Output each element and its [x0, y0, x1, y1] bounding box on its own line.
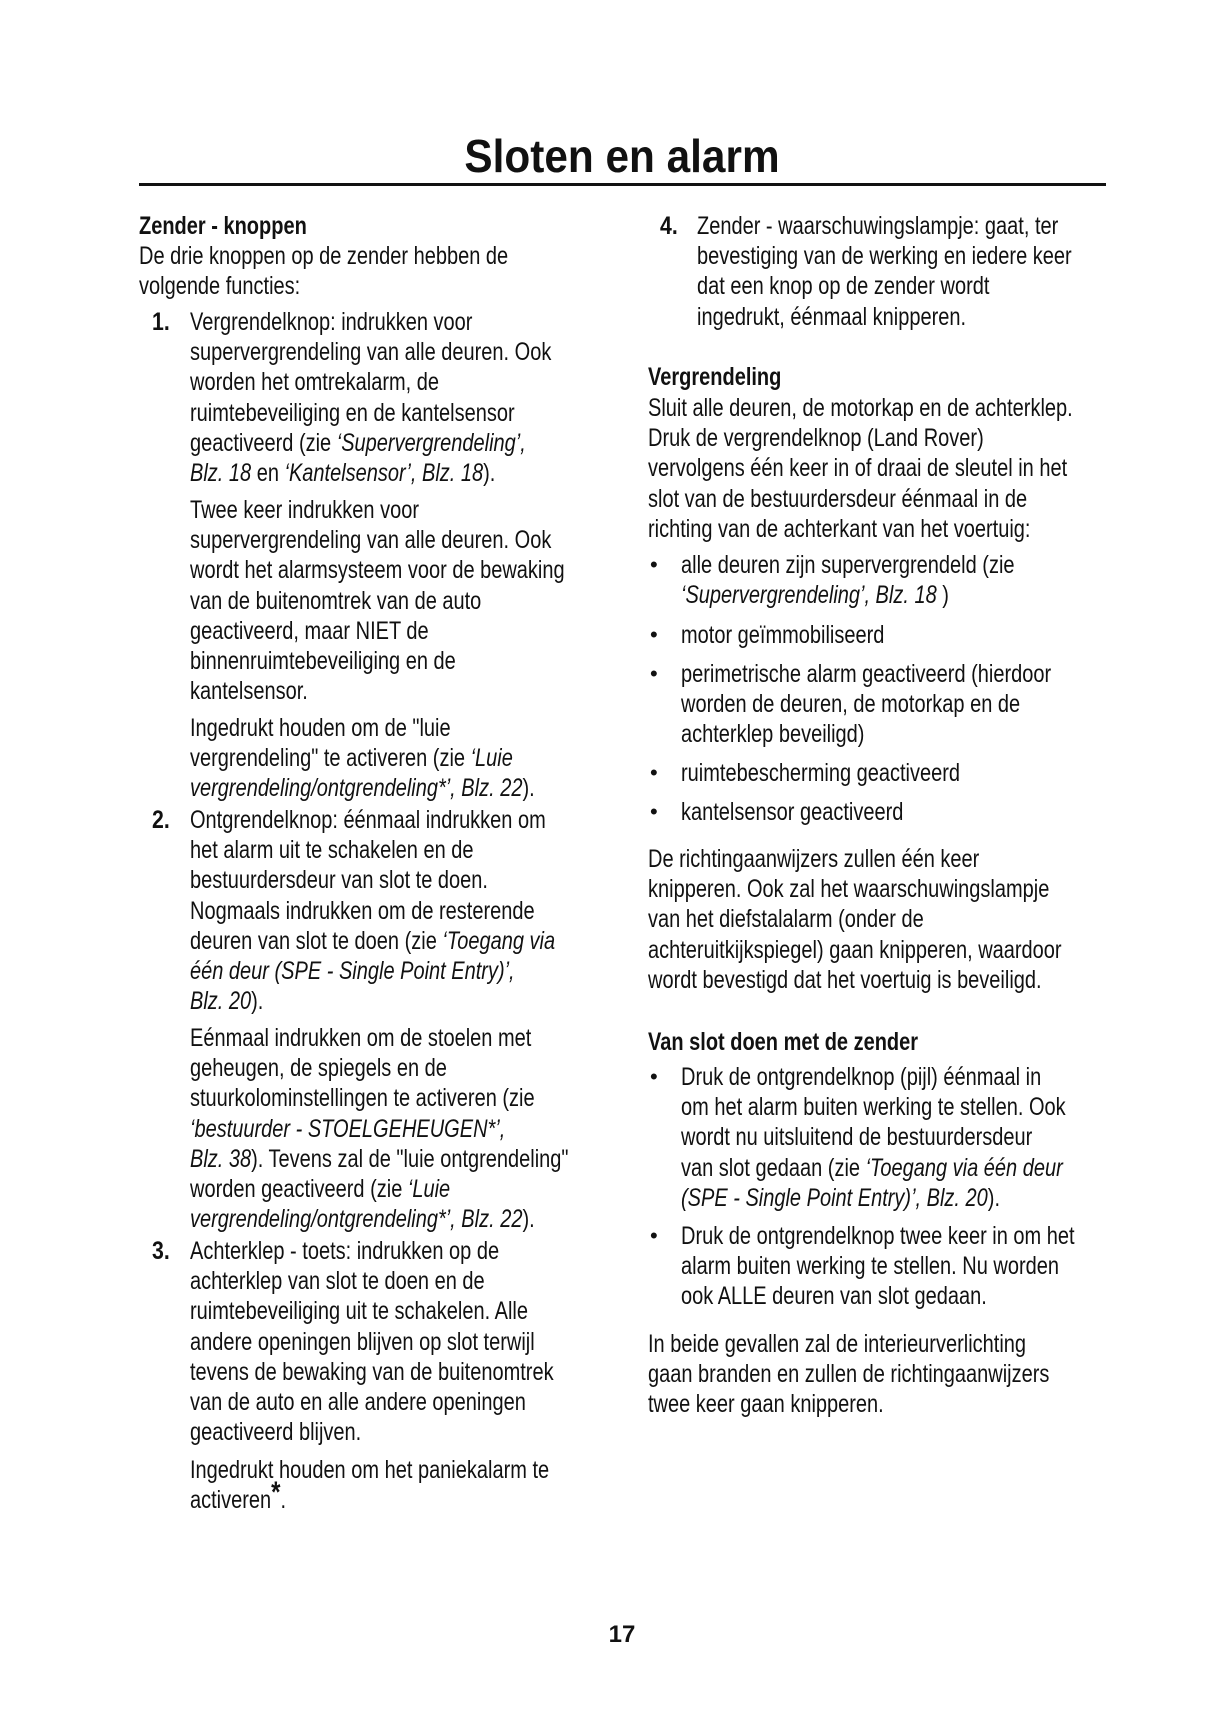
- text-line: [139, 271, 508, 301]
- text-line: [681, 797, 903, 827]
- cross-reference: vergrendeling/ontgrendeling*’, Blz. 22: [190, 1205, 523, 1234]
- text-segment: Vergrendelknop: indrukken voor: [190, 308, 473, 336]
- text-line: [648, 874, 1062, 904]
- cross-reference: ‘Supervergrendeling’, Blz. 18: [681, 581, 937, 610]
- cross-reference: Blz. 18: [190, 458, 252, 487]
- text-segment: wordt het alarmsysteem voor de bewaking: [190, 556, 565, 585]
- text-line: [681, 1251, 1075, 1281]
- text-line: [681, 1062, 1066, 1092]
- text-line: [681, 620, 884, 650]
- text-segment: volgende functies:: [139, 272, 301, 301]
- bullet-item: [681, 797, 903, 827]
- text-line: [681, 1153, 1066, 1183]
- text-line: [190, 555, 565, 585]
- text-line: [190, 307, 551, 337]
- section-heading: [139, 211, 307, 241]
- text-line: [190, 956, 555, 986]
- text-segment: knipperen. Ook zal het waarschuwingslampje: [648, 875, 1050, 904]
- text-segment: geactiveerd, maar NIET de: [190, 616, 429, 645]
- text-line: [190, 896, 555, 926]
- text-segment: perimetrische alarm geactiveerd (hierdoor: [681, 660, 1052, 688]
- text-line: [648, 423, 1073, 453]
- text-line: [681, 659, 1051, 689]
- text-segment: kantelsensor geactiveerd: [681, 798, 904, 826]
- title-rule: [139, 183, 1106, 186]
- text-segment: ).: [522, 774, 535, 803]
- text-line: [190, 835, 555, 865]
- text-line: [681, 719, 1051, 749]
- text-line: [648, 393, 1073, 423]
- page-number: 17: [608, 1621, 636, 1648]
- section-heading: [648, 1027, 918, 1057]
- text-segment: ).: [251, 987, 264, 1016]
- text-segment: alle deuren zijn supervergrendeld (zie: [681, 551, 1015, 579]
- text-line: [648, 1027, 918, 1057]
- text-segment: In beide gevallen zal de interieurverlichting: [648, 1330, 1027, 1358]
- text-line: [648, 965, 1062, 995]
- paragraph: [139, 241, 508, 301]
- text-segment: Van slot doen met de zender: [648, 1028, 919, 1056]
- text-line: [139, 211, 307, 241]
- cross-reference: ‘Luie: [470, 744, 513, 773]
- bullet-icon: •: [650, 1064, 658, 1089]
- text-line: [190, 428, 551, 458]
- text-line: [190, 1357, 554, 1387]
- bullet-icon: •: [650, 622, 658, 647]
- text-line: [697, 241, 1072, 271]
- bullet-item: [681, 758, 960, 788]
- text-line: [648, 514, 1073, 544]
- text-line: [190, 1417, 554, 1447]
- section-heading: [648, 362, 781, 392]
- list-item: [190, 307, 551, 488]
- cross-reference: (SPE - Single Point Entry)’, Blz. 20: [681, 1183, 988, 1212]
- text-segment: van de auto en alle andere openingen: [190, 1387, 526, 1416]
- text-line: [190, 1455, 549, 1485]
- list-item: [190, 805, 555, 1016]
- text-segment: supervergrendeling van alle deuren. Ook: [190, 526, 552, 555]
- text-line: [190, 926, 555, 956]
- text-line: [190, 986, 555, 1016]
- cross-reference: ‘Toegang via één deur: [865, 1153, 1063, 1182]
- text-segment: Nogmaals indrukken om de resterende: [190, 896, 535, 925]
- text-segment: ).: [522, 1205, 535, 1234]
- text-line: [648, 1359, 1049, 1389]
- text-segment: van de buitenomtrek van de auto: [190, 586, 482, 615]
- text-segment: geactiveerd blijven.: [190, 1418, 362, 1447]
- text-line: [190, 743, 535, 773]
- cross-reference: ‘bestuurder - STOELGEHEUGEN*’,: [190, 1114, 506, 1143]
- text-line: [190, 1144, 569, 1174]
- list-item: [697, 211, 1072, 332]
- list-item: [190, 713, 535, 804]
- text-segment: ingedrukt, éénmaal knipperen.: [697, 302, 967, 331]
- cross-reference: één deur (SPE - Single Point Entry)’,: [190, 956, 515, 985]
- text-segment: Ingedrukt houden om de "luie: [190, 714, 451, 742]
- text-line: [190, 1476, 549, 1515]
- text-line: [648, 904, 1062, 934]
- text-segment: Zender - knoppen: [139, 212, 307, 240]
- text-line: [681, 1122, 1066, 1152]
- text-segment: vergrendeling" te activeren (zie: [190, 744, 471, 773]
- text-segment: Zender - waarschuwingslampje: gaat, ter: [697, 212, 1059, 240]
- text-segment: .: [280, 1486, 287, 1515]
- text-segment: dat een knop op de zender wordt: [697, 272, 990, 301]
- bullet-item: [681, 1062, 1066, 1213]
- text-segment: supervergrendeling van alle deuren. Ook: [190, 338, 552, 367]
- text-line: [190, 1114, 569, 1144]
- text-line: [190, 1204, 569, 1234]
- text-segment: vervolgens één keer in of draai de sleutel in het: [648, 454, 1068, 483]
- page-title: Sloten en alarm: [464, 130, 780, 182]
- text-line: [190, 367, 551, 397]
- text-line: [190, 1236, 554, 1266]
- text-line: [190, 646, 565, 676]
- list-item: [190, 495, 565, 706]
- text-segment: Eénmaal indrukken om de stoelen met: [190, 1024, 532, 1052]
- text-segment: ook ALLE deuren van slot gedaan.: [681, 1282, 987, 1311]
- bullet-item: [681, 659, 1051, 750]
- text-line: [139, 241, 508, 271]
- text-line: [648, 935, 1062, 965]
- list-item: [190, 1236, 554, 1447]
- text-segment: kantelsensor.: [190, 677, 308, 706]
- text-segment: tevens de bewaking van de buitenomtrek: [190, 1357, 554, 1386]
- text-line: [648, 1329, 1049, 1359]
- text-line: [697, 271, 1072, 301]
- paragraph: [648, 1329, 1049, 1420]
- bullet-item: [681, 550, 1015, 610]
- text-segment: activeren: [190, 1486, 272, 1515]
- text-line: [681, 550, 1015, 580]
- bullet-icon: •: [650, 799, 658, 824]
- bullet-icon: •: [650, 1223, 658, 1248]
- text-line: [190, 713, 535, 743]
- text-segment: ). Tevens zal de "luie ontgrendeling": [251, 1144, 569, 1173]
- text-line: [648, 484, 1073, 514]
- text-line: [190, 865, 555, 895]
- text-segment: stuurkolominstellingen te activeren (zie: [190, 1084, 535, 1113]
- cross-reference: ‘Toegang via: [442, 926, 556, 955]
- text-line: [190, 495, 565, 525]
- text-line: [190, 458, 551, 488]
- text-segment: van slot gedaan (zie: [681, 1153, 866, 1182]
- text-line: [697, 302, 1072, 332]
- text-segment: ruimtebescherming geactiveerd: [681, 759, 961, 787]
- paragraph: [648, 844, 1062, 995]
- text-segment: ).: [483, 458, 496, 487]
- text-line: [190, 1053, 569, 1083]
- text-line: [190, 1327, 554, 1357]
- list-item: [190, 1455, 549, 1515]
- text-line: [190, 1387, 554, 1417]
- text-segment: achterklep beveiligd): [681, 720, 865, 749]
- cross-reference: Blz. 20: [190, 987, 252, 1016]
- text-segment: worden het omtrekalarm, de: [190, 368, 440, 397]
- text-line: [681, 1183, 1066, 1213]
- text-line: [681, 580, 1015, 610]
- text-segment: achterklep van slot te doen en de: [190, 1267, 485, 1296]
- text-segment: en: [251, 458, 285, 487]
- text-segment: De drie knoppen op de zender hebben de: [139, 242, 509, 270]
- text-segment: alarm buiten werking te stellen. Nu worden: [681, 1252, 1059, 1281]
- list-number: 3.: [152, 1237, 170, 1265]
- text-line: [190, 773, 535, 803]
- text-line: [648, 844, 1062, 874]
- text-segment: Ontgrendelknop: éénmaal indrukken om: [190, 806, 546, 834]
- text-line: [681, 758, 960, 788]
- text-segment: bevestiging van de werking en iedere keer: [697, 242, 1072, 271]
- bullet-icon: •: [650, 661, 658, 686]
- text-segment: geactiveerd (zie: [190, 428, 337, 457]
- text-line: [190, 525, 565, 555]
- text-segment: worden geactiveerd (zie: [190, 1174, 408, 1203]
- text-segment: wordt bevestigd dat het voertuig is beveiligd.: [648, 965, 1042, 994]
- text-line: [190, 398, 551, 428]
- text-segment: achteruitkijkspiegel) gaan knipperen, waardoor: [648, 935, 1062, 964]
- text-line: [648, 1389, 1049, 1419]
- text-line: [190, 586, 565, 616]
- text-segment: bestuurdersdeur van slot te doen.: [190, 866, 488, 895]
- text-line: [190, 1083, 569, 1113]
- text-segment: Druk de ontgrendelknop twee keer in om het: [681, 1222, 1075, 1250]
- text-line: [190, 1023, 569, 1053]
- text-segment: ruimtebeveiliging en de kantelsensor: [190, 398, 515, 427]
- text-line: [681, 1281, 1075, 1311]
- text-segment: worden de deuren, de motorkap en de: [681, 690, 1021, 719]
- list-number: 1.: [152, 308, 170, 336]
- text-segment: Ingedrukt houden om het paniekalarm te: [190, 1456, 550, 1484]
- text-line: [697, 211, 1072, 241]
- asterisk-mark: *: [271, 1476, 281, 1510]
- text-line: [681, 1221, 1075, 1251]
- text-segment: geheugen, de spiegels en de: [190, 1054, 447, 1083]
- cross-reference: ‘Luie: [407, 1174, 451, 1203]
- list-item: [190, 1023, 569, 1234]
- list-number: 4.: [660, 212, 678, 240]
- text-segment: deuren van slot te doen (zie: [190, 926, 443, 955]
- text-line: [190, 337, 551, 367]
- text-segment: gaan branden en zullen de richtingaanwijzers: [648, 1360, 1050, 1389]
- text-segment: Druk de ontgrendelknop (pijl) éénmaal in: [681, 1063, 1042, 1091]
- text-segment: Vergrendeling: [648, 363, 782, 391]
- text-segment: ): [936, 581, 949, 610]
- text-line: [190, 1266, 554, 1296]
- bullet-item: [681, 620, 884, 650]
- text-segment: wordt nu uitsluitend de bestuurdersdeur: [681, 1123, 1033, 1152]
- text-line: [681, 689, 1051, 719]
- text-line: [648, 362, 781, 392]
- text-segment: ruimtebeveiliging uit te schakelen. Alle: [190, 1297, 528, 1326]
- bullet-icon: •: [650, 552, 658, 577]
- text-segment: Sluit alle deuren, de motorkap en de achterklep.: [648, 394, 1073, 422]
- text-line: [681, 1092, 1066, 1122]
- text-segment: Achterklep - toets: indrukken op de: [190, 1237, 500, 1265]
- text-line: [190, 1296, 554, 1326]
- text-segment: binnenruimtebeveiliging en de: [190, 646, 456, 675]
- text-segment: Twee keer indrukken voor: [190, 496, 420, 524]
- bullet-icon: •: [650, 760, 658, 785]
- cross-reference: ‘Supervergrendeling’,: [336, 428, 526, 457]
- text-segment: Druk de vergrendelknop (Land Rover): [648, 424, 984, 453]
- text-segment: motor geïmmobiliseerd: [681, 621, 885, 649]
- text-segment: richting van de achterkant van het voertuig:: [648, 514, 1031, 543]
- text-segment: van het diefstalalarm (onder de: [648, 905, 924, 934]
- bullet-item: [681, 1221, 1075, 1312]
- text-segment: slot van de bestuurdersdeur éénmaal in de: [648, 484, 1028, 513]
- text-segment: ).: [987, 1183, 1001, 1212]
- text-segment: andere openingen blijven op slot terwijl: [190, 1327, 535, 1356]
- text-segment: om het alarm buiten werking te stellen. Ook: [681, 1093, 1066, 1122]
- cross-reference: ‘Kantelsensor’, Blz. 18: [284, 458, 484, 487]
- text-line: [190, 616, 565, 646]
- text-segment: De richtingaanwijzers zullen één keer: [648, 845, 980, 873]
- text-segment: het alarm uit te schakelen en de: [190, 836, 474, 865]
- text-line: [190, 676, 565, 706]
- paragraph: [648, 393, 1073, 544]
- text-line: [190, 805, 555, 835]
- list-number: 2.: [152, 806, 170, 834]
- text-line: [190, 1174, 569, 1204]
- text-segment: twee keer gaan knipperen.: [648, 1390, 884, 1419]
- cross-reference: Blz. 38: [190, 1144, 252, 1173]
- text-line: [648, 453, 1073, 483]
- cross-reference: vergrendeling/ontgrendeling*’, Blz. 22: [190, 774, 523, 803]
